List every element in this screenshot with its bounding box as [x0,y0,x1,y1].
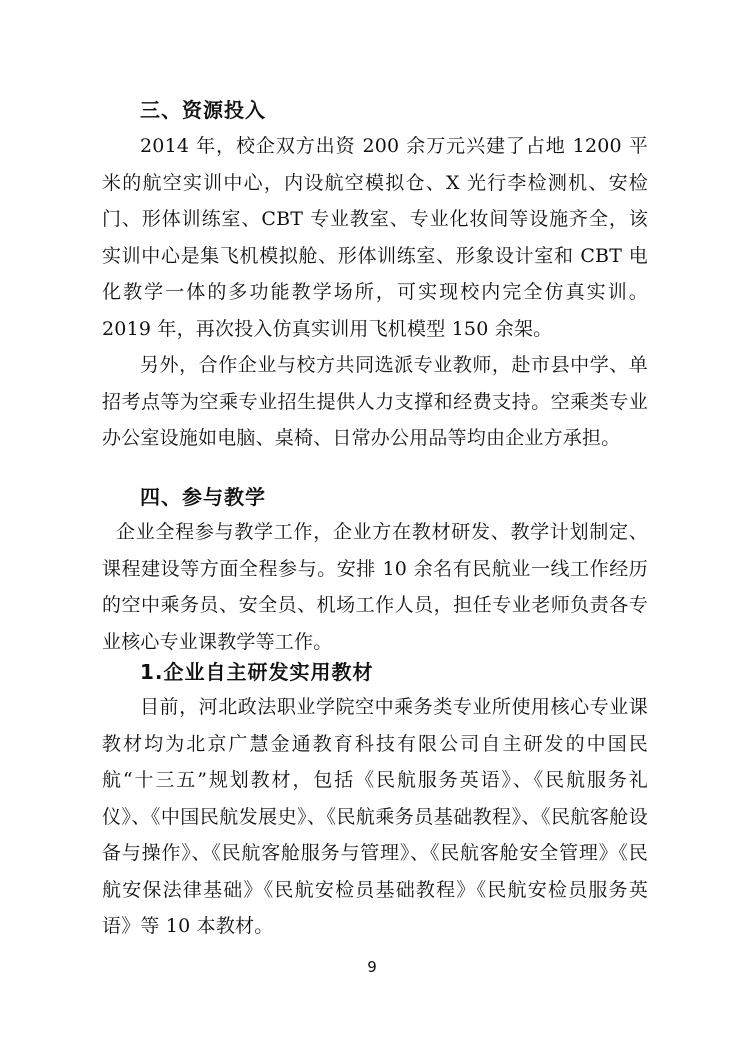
paragraph-teaching-participation: 企业全程参与教学工作，企业方在教材研发、教学计划制定、课程建设等方面全程参与。安排 10 余名有民航业一线工作经历的空中乘务员、安全员、机场工作人员，担任专业老师负责各专业核心专业课教学等工作。 [102,521,648,653]
paragraph-resource-support: 另外，合作企业与校方共同选派专业教师，赴市县中学、单招考点等为空乘专业招生提供人力支撑和经费支持。空乘类专业办公室设施如电脑、桌椅、日常办公用品等均由企业方承担。 [102,354,648,449]
paragraph-textbooks: 目前，河北政法职业学院空中乘务类专业所使用核心专业课教材均为北京广慧金通教育科技有限公司自主研发的中国民航“十三五”规划教材，包括《民航服务英语》、《民航服务礼仪》、《中国民航发展史》、《民航乘务员基础教程》、《民航客舱设备与操作》、《民航客舱服务与管理》、《民航客舱安全管理》《民航安保法律基础》《民航安检员基础教程》《民航安检员服务英语》等 10 本教材。 [102,696,648,937]
page-number: 9 [367,958,377,976]
section-heading-resource: 三、资源投入 [140,98,266,122]
section-heading-teaching: 四、参与教学 [140,485,266,509]
subheading-textbooks: 1.企业自主研发实用教材 [140,660,374,684]
paragraph-resource-investment: 2014 年，校企双方出资 200 余万元兴建了占地 1200 平米的航空实训中心，内设航空模拟仓、X 光行李检测机、安检门、形体训练室、CBT 专业教室、专业化妆间等设施齐全，该实训中心是集飞机模拟舱、形体训练室、形象设计室和 CBT 电化教学一体的多功能教学场所，可实现校内完全仿真实训。2019 年，再次投入仿真实训用飞机模型 150 余架。 [102,135,648,340]
